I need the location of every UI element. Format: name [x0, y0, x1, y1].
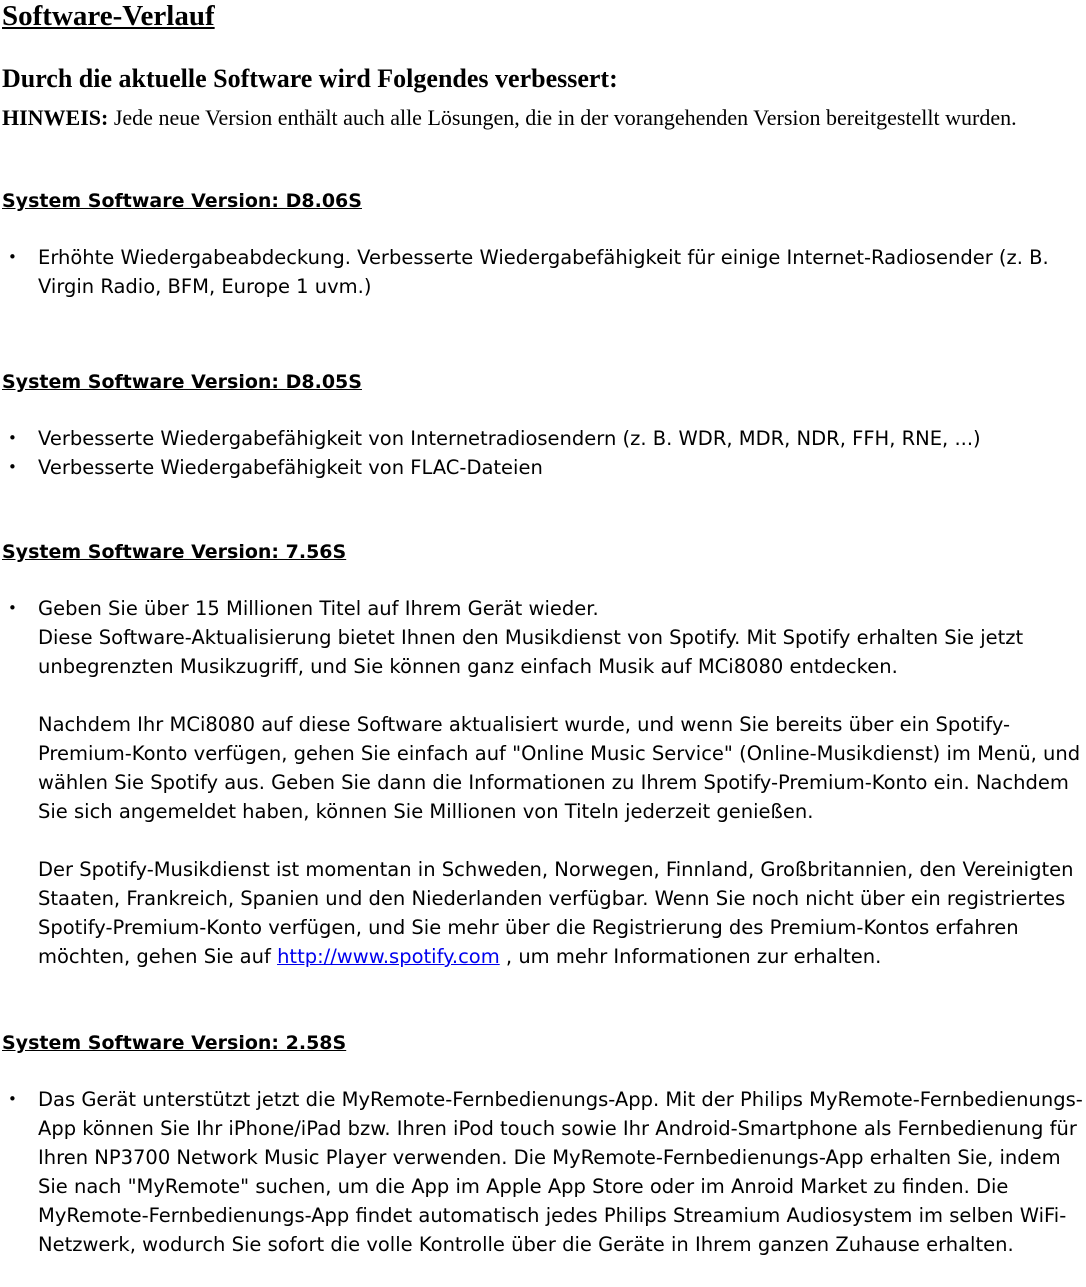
paragraph-3-tail: , um mehr Informationen zur erhalten.	[499, 945, 882, 968]
bullet-list-258s	[0, 1085, 1086, 1259]
list-item	[0, 453, 1086, 482]
bullet-line-2: Diese Software-Aktualisierung bietet Ihnen den Musikdienst von Spotify. Mit Spotify erhalten Sie jetzt unbegrenzten Musikzugriff, und Sie können ganz einfach Musik auf MCi8080 entdecken.	[38, 626, 1024, 678]
page-subtitle: Durch die aktuelle Software wird Folgendes verbessert:	[2, 64, 618, 93]
section-heading-d806s: System Software Version: D8.06S	[2, 190, 362, 212]
bullet-text: Verbesserte Wiedergabefähigkeit von FLAC-Dateien	[38, 456, 543, 479]
list-item	[0, 243, 1086, 301]
section-heading-d805s: System Software Version: D8.05S	[2, 371, 362, 393]
bullet-icon: •	[8, 248, 17, 266]
paragraph-3-text: Der Spotify-Musikdienst ist momentan in Schweden, Norwegen, Finnland, Großbritannien, den Vereinigten Staaten, Frankreich, Spanien und den Niederlanden verfügbar. Wenn Sie noch nicht über ein registriertes Spotify-Premium-Konto verfügen, und Sie mehr über die Registrierung des Premium-Kontos erfahren möchten, gehen Sie auf	[38, 858, 1074, 968]
paragraph-gap	[38, 681, 1086, 710]
list-item	[0, 1085, 1086, 1259]
spotify-link[interactable]: http://www.spotify.com	[277, 945, 500, 968]
note-label: HINWEIS:	[2, 105, 109, 130]
bullet-icon: •	[8, 429, 17, 447]
bullet-text: Erhöhte Wiedergabeabdeckung. Verbesserte Wiedergabefähigkeit für einige Internet-Radiosender (z. B. Virgin Radio, BFM, Europe 1 uvm.)	[38, 246, 1049, 298]
bullet-list-d806s	[0, 243, 1086, 301]
section-heading-258s: System Software Version: 2.58S	[2, 1032, 347, 1054]
bullet-paragraph-2: Nachdem Ihr MCi8080 auf diese Software aktualisiert wurde, und wenn Sie bereits über ein Spotify-Premium-Konto verfügen, gehen Sie einfach auf "Online Music Service" (Online-Musikdienst) im Menü, und wählen Sie Spotify aus. Geben Sie dann die Informationen zu Ihrem Spotify-Premium-Konto ein. Nachdem Sie sich angemeldet haben, können Sie Millionen von Titeln jederzeit genießen.	[38, 713, 1081, 823]
paragraph-gap	[38, 826, 1086, 855]
list-item	[0, 594, 1086, 971]
bullet-line-1: Geben Sie über 15 Millionen Titel auf Ihrem Gerät wieder.	[38, 597, 599, 620]
page-title: Software-Verlauf	[2, 0, 215, 32]
list-item	[0, 424, 1086, 453]
bullet-paragraph-3	[38, 855, 1086, 971]
bullet-list-756s	[0, 594, 1086, 971]
note-paragraph	[2, 101, 1084, 134]
section-heading-756s: System Software Version: 7.56S	[2, 541, 347, 563]
bullet-icon: •	[8, 458, 17, 476]
bullet-icon: •	[8, 599, 17, 617]
bullet-icon: •	[8, 1090, 17, 1108]
note-text: Jede neue Version enthält auch alle Lösungen, die in der vorangehenden Version bereitgestellt wurden.	[108, 105, 1017, 130]
bullet-text: Verbesserte Wiedergabefähigkeit von Internetradiosendern (z. B. WDR, MDR, NDR, FFH, RNE, ...)	[38, 427, 981, 450]
bullet-text: Das Gerät unterstützt jetzt die MyRemote-Fernbedienungs-App. Mit der Philips MyRemote-Fernbedienungs-App können Sie Ihr iPhone/iPad bzw. Ihren iPod touch sowie Ihr Android-Smartphone als Fernbedienung für Ihren NP3700 Network Music Player verwenden. Die MyRemote-Fernbedienungs-App erhalten Sie, indem Sie nach "MyRemote" suchen, um die App im Apple App Store oder im Anroid Market zu finden. Die MyRemote-Fernbedienungs-App findet automatisch jedes Philips Streamium Audiosystem im selben WiFi-Netzwerk, wodurch Sie sofort die volle Kontrolle über die Geräte in Ihrem ganzen Zuhause erhalten.	[38, 1088, 1083, 1256]
bullet-list-d805s	[0, 424, 1086, 482]
